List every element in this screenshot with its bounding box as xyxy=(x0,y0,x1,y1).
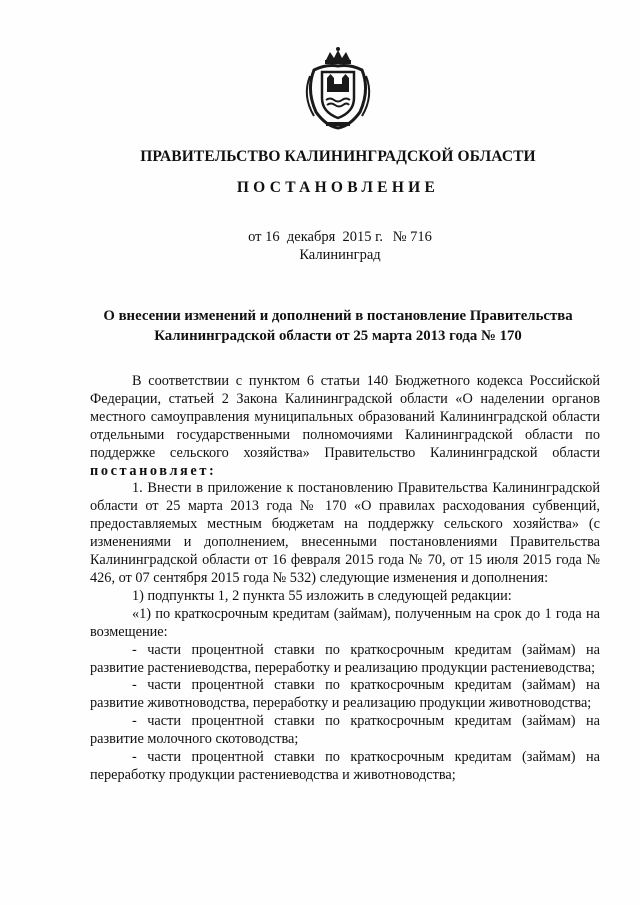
preamble-paragraph xyxy=(90,373,600,480)
coat-of-arms-icon xyxy=(296,46,380,130)
list-item: - части процентной ставки по краткосрочным кредитам (займам) на развитие животноводства, переработку и реализацию продукции животноводства; xyxy=(90,677,600,712)
decree-number: 716 xyxy=(410,229,432,245)
document-type: ПОСТАНОВЛЕНИЕ xyxy=(236,179,440,196)
date-prefix: от xyxy=(248,229,262,245)
list-item: - части процентной ставки по краткосрочным кредитам (займам) на развитие молочного скотоводства; xyxy=(90,713,600,748)
number-sign: № xyxy=(392,229,407,245)
resolves-word: постановляет: xyxy=(90,462,217,479)
city: Калининград xyxy=(299,247,381,263)
subitem-1: 1) подпункты 1, 2 пункта 55 изложить в следующей редакции: xyxy=(132,587,512,604)
decree-date-line xyxy=(200,229,480,246)
subject-line-2: Калининградской области от 25 марта 2013 года № 170 xyxy=(154,328,522,344)
decree-subject xyxy=(88,306,588,346)
subitem-1-intro: «1) по краткосрочным кредитам (займам), полученным на срок до 1 года на возмещение: xyxy=(90,605,600,640)
government-name: ПРАВИТЕЛЬСТВО КАЛИНИНГРАДСКОЙ ОБЛАСТИ xyxy=(140,148,536,165)
list-item: - части процентной ставки по краткосрочным кредитам (займам) на развитие растениеводства, переработку и реализацию продукции растениеводства; xyxy=(90,641,600,676)
subject-line-1: О внесении изменений и дополнений в постановление Правительства xyxy=(103,308,573,324)
preamble-text: В соответствии с пунктом 6 статьи 140 Бюджетного кодекса Российской Федерации, статьей 2 Закона Калининградской области «О наделении органов местного самоуправления муниципальных образований Калининградской области отдельными государственными полномочиями Калининградской области по поддержке сельского хозяйства» Правительство Калининградской области xyxy=(90,373,600,461)
paragraph-1: 1. Внести в приложение к постановлению Правительства Калининградской области от 25 марта 2013 года № 170 «О правилах расходования субвенций, предоставляемых местным бюджетам на поддержку сельского хозяйства» (с изменениями и дополнением, внесенными постановлениями Правительства Калининградской области от 16 февраля 2015 года № 70, от 15 июля 2015 года № 426, от 07 сентября 2015 года № 532) следующие изменения и дополнения: xyxy=(90,480,600,586)
list-item: - части процентной ставки по краткосрочным кредитам (займам) на переработку продукции растениеводства и животноводства; xyxy=(90,749,600,783)
decree-date: 16 декабря 2015 г. xyxy=(265,229,384,245)
decree-body xyxy=(90,373,600,785)
